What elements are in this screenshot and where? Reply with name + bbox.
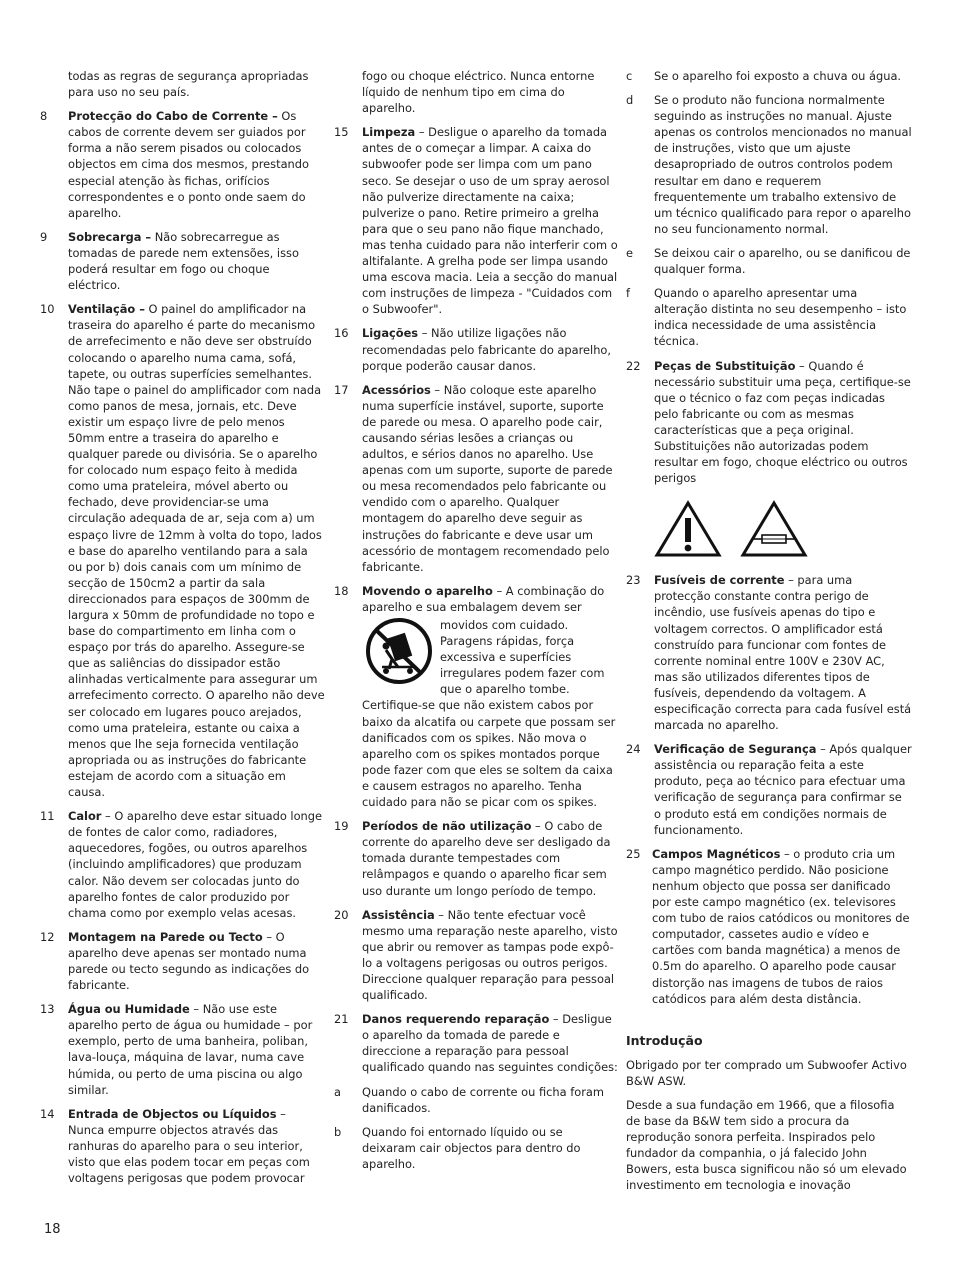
item-text: Quando o cabo de corrente ou ficha foram danificados. [362, 1084, 604, 1115]
safety-item-24: 24 Verificação de Segurança – Após qualquer assistência ou reparação feita a este produto, peça ao técnico para efectuar uma verificação de segurança para confirmar se o produto está em condições normais de funcionamento. [626, 742, 912, 837]
item-text: – Nunca empurre objectos através das ranhuras do aparelho para o seu interior, visto que elas podem tocar em peças com voltagens perigosas que podem provocar [68, 1106, 310, 1186]
fuse-warning-icon [740, 500, 808, 558]
item-title: Fusíveis de corrente [654, 573, 785, 588]
item-title: Períodos de não utilização [362, 819, 532, 834]
condition-item-f: f Quando o aparelho apresentar uma alteração distinta no seu desempenho – isto indica necessidade de uma assistência técnica. [626, 285, 912, 349]
item-text: Quando o aparelho apresentar uma alteração distinta no seu desempenho – isto indica necessidade de uma assistência técnica. [654, 286, 907, 349]
item-text: Se o aparelho foi exposto a chuva ou água. [654, 69, 902, 83]
safety-item-8: 8 Protecção do Cabo de Corrente – Os cabos de corrente devem ser guiados por forma a não serem pisados ou colocados objectos em cima dos mesmos, prestando especial atenção às fichas, orifícios correspondentes e o ponto onde saem do aparelho. [40, 109, 309, 220]
page-number: 18 [44, 1222, 61, 1237]
item-text: – Não coloque este aparelho numa superfície instável, suporte, suporte de parede ou mesa. O aparelho pode cair, causando sérias lesões a crianças ou adultos, e sérios danos no aparelho. Use apenas com um suporte, suporte de parede ou mesa recomendados pelo fabricante ou vendido com o aparelho. Qualquer montagem do aparelho deve seguir as instruções do fabricante e deve usar um acessório de montagem recomendado pelo fabricante. [362, 382, 613, 574]
list-item [40, 68, 325, 100]
item-title: Verificação de Segurança [654, 742, 817, 757]
item-title: Campos Magnéticos [652, 846, 781, 861]
item-title: Limpeza [362, 125, 416, 140]
safety-item-25: 25 Campos Magnéticos – o produto cria um campo magnético perdido. Não posicione nenhum objecto que possa ser danificado por este campo magnético (ex. televisores com tubo de raios catódicos ou monitores de computador, cassetes audio e vídeo e cartões com banda magnética) a menos de 0.5m do aparelho. O aparelho pode causar distorção nas imagens de tubos de raios catódicos para além desta distância. [626, 846, 910, 1006]
item-title: Ligações [362, 326, 419, 341]
section-heading-introducao: Introdução [626, 1032, 703, 1048]
condition-item-e: e Se deixou cair o aparelho, ou se danificou de qualquer forma. [626, 245, 911, 277]
item-text: Se o produto não funciona normalmente seguindo as instruções no manual. Ajuste apenas os controlos mencionados no manual de instruções, visto que um ajuste desapropriado de outros controlos podem resultar em dano e requerem frequentemente um trabalho extensivo de um técnico qualificado para repor o aparelho no seu funcionamento normal. [654, 93, 912, 236]
item-title: Danos requerendo reparação [362, 1012, 550, 1027]
item-text: – A combinação do aparelho e sua embalagem devem ser [362, 583, 605, 614]
exclamation-warning-icon [654, 500, 722, 558]
safety-item-19: 19 Períodos de não utilização – O cabo de corrente do aparelho deve ser desligado da tomada durante tempestades com relâmpagos e quando o aparelho ficar sem uso durante um longo período de tempo. [334, 819, 611, 898]
item-text: – o produto cria um campo magnético perdido. Não posicione nenhum objecto que possa ser danificado por este campo magnético (ex. televisores com tubo de raios catódicos ou monitores de computador, cassetes audio e vídeo e cartões com banda magnética) a menos de 0.5m do aparelho. O aparelho pode causar distorção nas imagens de tubos de raios catódicos para além desta distância. [652, 846, 910, 1006]
safety-item-12: 12 Montagem na Parede ou Tecto – O aparelho deve apenas ser montado numa parede ou tecto segundo as indicações do fabricante. [40, 929, 310, 993]
safety-item-10: 10 Ventilação – O painel do amplificador na traseira do aparelho é parte do mecanismo de arrefecimento e não deve ser obstruído colocando o aparelho numa cama, sofá, tapete, ou outras superfícies semelhantes. Não tape o painel do amplificador com nada como panos de mesa, jornais, etc. Deve existir um espaço livre de pelo menos 50mm entre a traseira do aparelho e qualquer parede ou divisória. Se o aparelho for colocado num espaço feito à medida como uma prateleira, móvel aberto ou fechado, deve providenciar-se uma circulação adequada de ar, seja com a) um espaço livre de 12mm à volta do topo, lados e base do aparelho ventilando para a sala ou por b) dois canais com um mínimo de secção de 150cm2 a partir da sala direccionados para espaços de 300mm de largura x 50mm de profundidade no topo e base do compartimento em linha com o espaço por trás do aparelho. Assegure-se que as saliências do dissipador estão alinhadas verticalmente para assegurar um arrefecimento correcto. O aparelho não deve ser colocado em lugares pouco arejados, como uma prateleira, estante ou caixa a menos que lhe seja fornecida ventilação apropriada ou as instruções do fabricante estejam de acordo com a situação em causa. [40, 302, 325, 800]
item-text: Certifique-se que não existem cabos por baixo da alcatifa ou carpete que possam ser danificados com os spikes. Não mova o aparelho com os spikes montados porque pode fazer com que eles se soltem da caixa e causem estragos no aparelho. Tenha cuidado para não se picar com os spikes. [362, 698, 616, 810]
item-text: Não sobrecarregue as tomadas de parede nem extensões, isso poderá resultar em fogo ou choque eléctrico. [68, 229, 299, 293]
condition-item-a: a Quando o cabo de corrente ou ficha foram danificados. [334, 1084, 619, 1116]
column-right [626, 68, 912, 1202]
item-title: Água ou Humidade [68, 1002, 190, 1017]
intro-paragraph: Obrigado por ter comprado um Subwoofer Activo B&W ASW. [626, 1057, 907, 1088]
safety-item-16: 16 Ligações – Não utilize ligações não recomendadas pelo fabricante do aparelho, porque poderão causar danos. [334, 326, 612, 373]
column-middle [334, 68, 619, 1180]
safety-item-23: 23 Fusíveis de corrente – para uma protecção constante contra perigo de incêndio, use fusíveis apenas do tipo e voltagem correctos. O amplificador está construído para funcionar com fontes de corrente nominal entre 100V e 230V AC, mas são utilizados diferentes tipos de fusíveis, dependendo da voltagem. A especificação correcta para cada fusível está marcada no aparelho. [626, 573, 912, 733]
safety-item-21: 21 Danos requerendo reparação – Desligue o aparelho da tomada de parede e direccione a reparação para pessoal qualificado quando nas seguintes condições: [334, 1012, 618, 1075]
safety-item-20: 20 Assistência – Não tente efectuar você mesmo uma reparação neste aparelho, visto que abrir ou remover as tampas pode expô-lo a voltagens perigosas ou outros perigos. Direccione qualquer reparação para pessoal qualificado. [334, 907, 618, 1003]
item-text: – Desligue o aparelho da tomada de parede e direccione a reparação para pessoal qualificado quando nas seguintes condições: [362, 1012, 618, 1075]
item-title: Montagem na Parede ou Tecto [68, 929, 263, 944]
safety-item-22: 22 Peças de Substituição – Quando é necessário substituir uma peça, certifique-se que o técnico o faz com peças indicadas pelo fabricante ou com as mesmas características que a peça original. Substituições não autorizadas podem resultar em fogo, choque eléctrico ou outros perigos [626, 358, 911, 486]
item-title: Sobrecarga – [68, 229, 152, 244]
intro-paragraph: Desde a sua fundação em 1966, que a filosofia de base da B&W tem sido a procura da reprodução sonora perfeita. Inspirados pelo fundador da companhia, o já falecido John Bowers, esta busca significou não só um elevado investimento em tecnologia e inovação [626, 1097, 907, 1193]
item-text: – Após qualquer assistência ou reparação feita a este produto, peça ao técnico para efectuar uma verificação de segurança para confirmar se o produto está em condições normais de funcionamento. [654, 742, 912, 837]
list-item [334, 68, 619, 116]
item-text: Os cabos de corrente devem ser guiados por forma a não serem pisados ou colocados objectos em cima dos mesmos, prestando especial atenção às fichas, orifícios correspondentes e o ponto onde saem do aparelho. [68, 109, 309, 220]
safety-item-9: 9 Sobrecarga – Não sobrecarregue as tomadas de parede nem extensões, isso poderá resultar em fogo ou choque eléctrico. [40, 229, 299, 293]
column-left [40, 68, 325, 1194]
item-title: Entrada de Objectos ou Líquidos [68, 1106, 277, 1121]
safety-item-13: 13 Água ou Humidade – Não use este aparelho perto de água ou humidade – por exemplo, perto de uma banheira, poliban, lava-louça, máquina de lavar, numa cave húmida, ou perto de uma piscina ou algo similar. [40, 1002, 313, 1097]
cart-tip-warning-icon [362, 617, 436, 685]
condition-item-d: d Se o produto não funciona normalmente seguindo as instruções no manual. Ajuste apenas os controlos mencionados no manual de instruções, visto que um ajuste desapropriado de outros controlos podem resultar em dano e requerem frequentemente um trabalho extensivo de um técnico qualificado para repor o aparelho no seu funcionamento normal. [626, 93, 912, 236]
continued-text: todas as regras de segurança apropriadas para uso no seu país. [68, 69, 309, 100]
item-text: – Não utilize ligações não recomendadas pelo fabricante do aparelho, porque poderão causar danos. [362, 326, 612, 373]
warning-symbols [654, 500, 912, 558]
safety-item-11: 11 Calor – O aparelho deve estar situado longe de fontes de calor como, radiadores, aquecedores, fogões, ou outros aparelhos (incluindo amplificadores) que produzam calor. Não devem ser colocadas junto do aparelho fontes de calor produzido por chama como por exemplo velas acesas. [40, 809, 323, 920]
item-text: – Quando é necessário substituir uma peça, certifique-se que o técnico o faz com peças indicadas pelo fabricante ou com as mesmas características que a peça original. Substituições não autorizadas podem resultar em fogo, choque eléctrico ou outros perigos [654, 358, 911, 486]
item-text: – O cabo de corrente do aparelho deve ser desligado da tomada durante tempestades com relâmpagos e quando o aparelho ficar sem uso durante um longo período de tempo. [362, 819, 611, 898]
item-text: – Desligue o aparelho da tomada antes de o começar a limpar. A caixa do subwoofer pode ser limpa com um pano seco. Se desejar o uso de um spray aerosol não pulverize directamente na caixa; pulverize o pano. Retire primeiro a grelha para que o seu pano não fique manchado, mas tenha cuidado para não interferir com o altifalante. A grelha pode ser limpa usando uma escova macia. Leia a secção do manual com instruções de limpeza - "Cuidados com o Subwoofer". [362, 125, 618, 317]
item-title: Acessórios [362, 382, 431, 397]
item-title: Protecção do Cabo de Corrente – [68, 109, 278, 124]
continued-text: fogo ou choque eléctrico. Nunca entorne líquido de nenhum tipo em cima do aparelho. [362, 69, 595, 116]
safety-item-18: 18 Movendo o aparelho – A combinação do aparelho e sua embalagem devem ser movidos com cuidado. Paragens rápidas, força excessiva e superfícies irregulares podem fazer com que o aparelho tombe. Certifique-se que não existem cabos por baixo da alcatifa ou carpete que possam ser danificados com os spikes. Não mova o aparelho com os spikes montados porque pode fazer com que eles se soltem da caixa e causem estragos no aparelho. Tenha cuidado para não se picar com os spikes. [334, 583, 619, 810]
condition-item-c: c Se o aparelho foi exposto a chuva ou água. [626, 68, 912, 84]
item-title: Peças de Substituição [654, 358, 796, 373]
item-text: – para uma protecção constante contra perigo de incêndio, use fusíveis apenas do tipo e voltagem correctos. O amplificador está construído para funcionar com fontes de corrente nominal entre 100V e 230V AC, mas são utilizados diferentes tipos de fusíveis, dependendo da voltagem. A especificação correcta para cada fusível está marcada no aparelho. [654, 573, 912, 733]
item-title: Assistência [362, 907, 435, 922]
condition-item-b: b Quando foi entornado líquido ou se deixaram cair objectos para dentro do aparelho. [334, 1124, 619, 1172]
item-text: – Não tente efectuar você mesmo uma reparação neste aparelho, visto que abrir ou remover as tampas pode expô-lo a voltagens perigosas ou outros perigos. Direccione qualquer reparação para pessoal qualificado. [362, 907, 618, 1003]
item-title: Calor [68, 809, 102, 824]
item-text: O painel do amplificador na traseira do aparelho é parte do mecanismo de arrefecimento e não deve ser obstruído colocando o aparelho numa cama, sofá, tapete, ou outras superfícies semelhantes. Não tape o painel do amplificador com nada como panos de mesa, jornais, etc. Deve existir um espaço livre de pelo menos 50mm entre a traseira do aparelho e qualquer parede ou divisória. Se o aparelho for colocado num espaço feito à medida como uma prateleira, móvel aberto ou fechado, deve providenciar-se uma circulação adequada de ar, seja com a) um espaço livre de 12mm à volta do topo, lados e base do aparelho ventilando para a sala ou por b) dois canais com um mínimo de secção de 150cm2 a partir da sala direccionados para espaços de 300mm de largura x 50mm de profundidade no topo e base do compartimento em linha com o espaço por trás do aparelho. Assegure-se que as saliências do dissipador estão alinhadas verticalmente para assegurar um arrefecimento correcto. O aparelho não deve ser colocado em lugares pouco arejados, como uma prateleira, estante ou caixa a menos que lhe seja fornecida ventilação apropriada ou as instruções do fabricante estejam de acordo com a situação em causa. [68, 302, 325, 800]
item-title: Movendo o aparelho [362, 583, 493, 598]
safety-item-14: 14 Entrada de Objectos ou Líquidos – Nunca empurre objectos através das ranhuras do aparelho para o seu interior, visto que elas podem tocar em peças com voltagens perigosas que podem provocar [40, 1106, 310, 1186]
safety-item-17: 17 Acessórios – Não coloque este aparelho numa superfície instável, suporte, suporte de parede ou mesa. O aparelho pode cair, causando sérias lesões a crianças ou adultos, e sérios danos no aparelho. Use apenas com um suporte, suporte de parede ou mesa recomendados pelo fabricante ou vendido com o aparelho. Qualquer montagem do aparelho deve seguir as instruções do fabricante e deve usar um acessório de montagem recomendado pelo fabricante. [334, 382, 613, 574]
item-title: Ventilação – [68, 302, 145, 317]
item-text: Se deixou cair o aparelho, ou se danificou de qualquer forma. [654, 245, 911, 277]
item-text: – O aparelho deve estar situado longe de fontes de calor como, radiadores, aquecedores, fogões, ou outros aparelhos (incluindo amplificadores) que produzam calor. Não devem ser colocadas junto do aparelho fontes de calor produzido por chama como por exemplo velas acesas. [68, 809, 323, 920]
item-text: – O aparelho deve apenas ser montado numa parede ou tecto segundo as indicações do fabricante. [68, 929, 310, 993]
item-text: movidos com cuidado. Paragens rápidas, força excessiva e superfícies irregulares podem fazer com que o aparelho tombe. [440, 618, 605, 697]
item-text: – Não use este aparelho perto de água ou humidade – por exemplo, perto de uma banheira, poliban, lava-louça, máquina de lavar, numa cave húmida, ou perto de uma piscina ou algo similar. [68, 1002, 313, 1097]
item-text: Quando foi entornado líquido ou se deixaram cair objectos para dentro do aparelho. [362, 1124, 581, 1171]
safety-item-15: 15 Limpeza – Desligue o aparelho da tomada antes de o começar a limpar. A caixa do subwoofer pode ser limpa com um pano seco. Se desejar o uso de um spray aerosol não pulverize directamente na caixa; pulverize o pano. Retire primeiro a grelha para que o seu pano não fique manchado, mas tenha cuidado para não interferir com o altifalante. A grelha pode ser limpa usando uma escova macia. Leia a secção do manual com instruções de limpeza - "Cuidados com o Subwoofer". [334, 125, 618, 317]
